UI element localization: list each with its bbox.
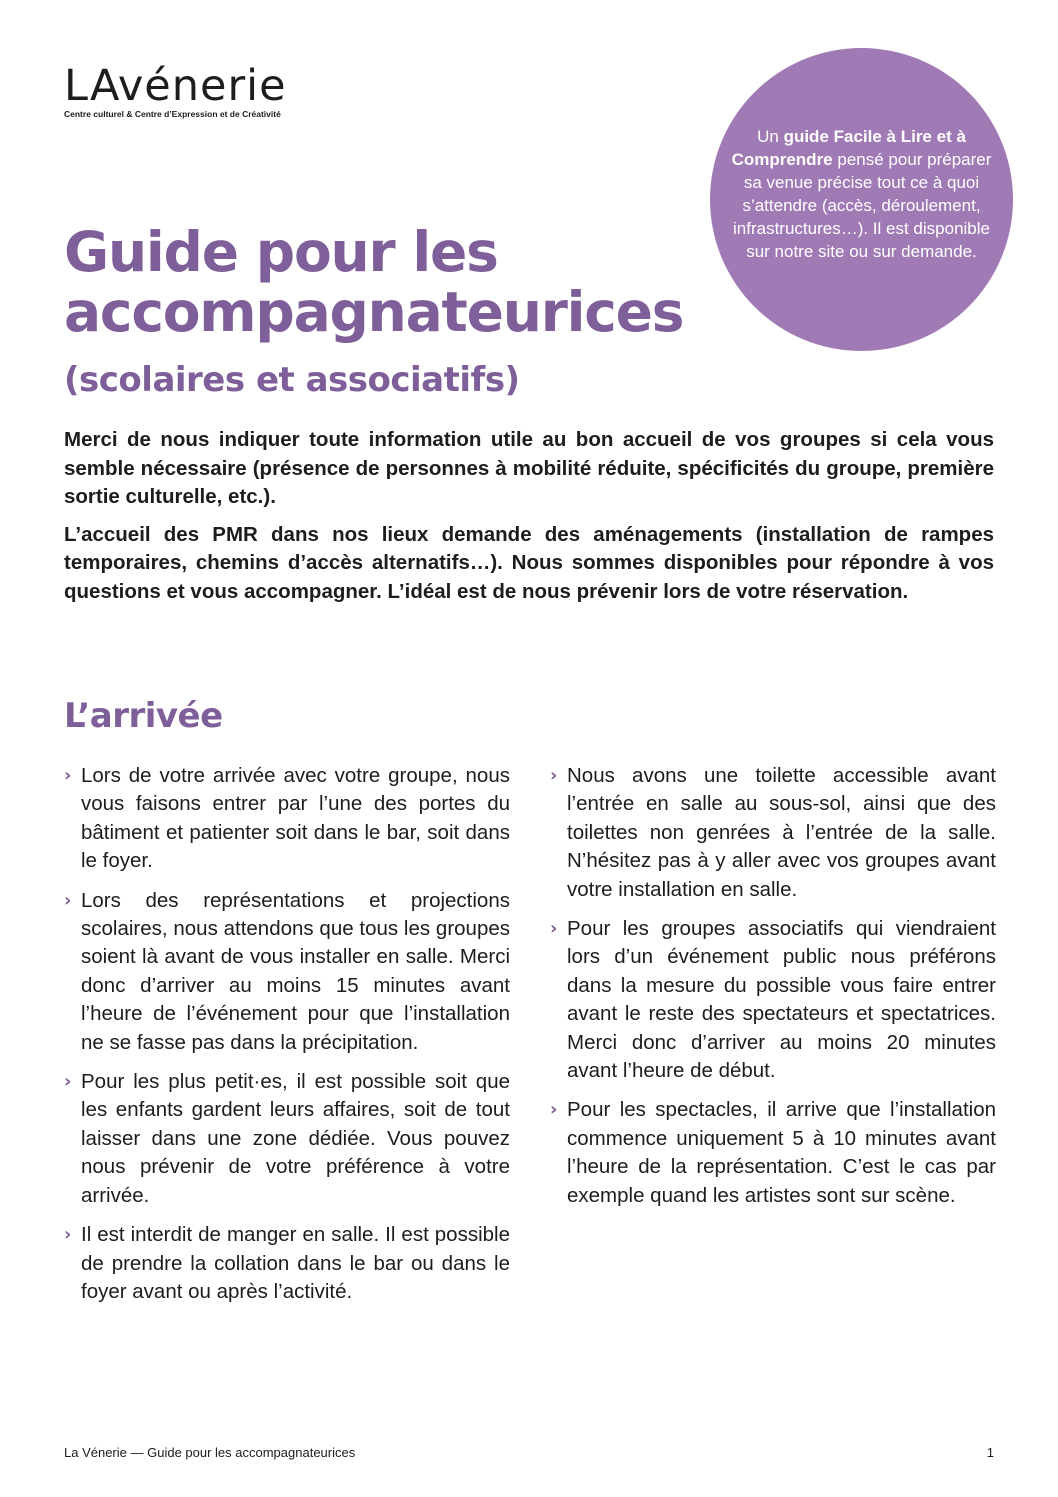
left-column-list	[64, 762, 510, 1317]
list-item-text: Il est interdit de manger en salle. Il est possible de prendre la collation dans le bar ou dans le foyer avant ou après l’activité.	[81, 1223, 510, 1303]
list-item-text: Pour les plus petit·es, il est possible soit que les enfants gardent leurs affaires, soit de tout laisser dans une zone dédiée. Vous pouvez nous prévenir de votre préférence à votre arrivée.	[81, 1070, 510, 1207]
list-item	[550, 762, 996, 904]
logo-tagline: Centre culturel & Centre d’Expression et de Créativité	[64, 109, 281, 119]
chevron-right-icon: ›	[64, 889, 72, 911]
footer	[64, 1445, 994, 1460]
list-item	[64, 1221, 510, 1306]
list-item-text: Lors de votre arrivée avec votre groupe, nous vous faisons entrer par l’une des portes du bâtiment et patienter soit dans le bar, soit dans le foyer.	[81, 764, 510, 873]
bubble-bold: guide Facile à Lire et à Comprendre	[731, 126, 966, 169]
list-item	[550, 915, 996, 1085]
footer-title: La Vénerie — Guide pour les accompagnateurices	[64, 1445, 356, 1460]
list-item	[64, 1068, 510, 1210]
list-item-text: Pour les groupes associatifs qui viendraient lors d’un événement public nous préférons dans la mesure du possible vous faire entrer avant le reste des spectateurs et spectatrices. Merci donc d’arriver au moins 20 minutes avant l’heure de début.	[567, 917, 996, 1083]
chevron-right-icon: ›	[550, 765, 558, 786]
list-item-text: Lors des représentations et projections scolaires, nous attendons que tous les groupes soient là avant de vous installer en salle. Merci donc d’arriver au moins 15 minutes avant l’heure de l’événement pour que l’installation ne se fasse pas dans la précipitation.	[81, 888, 510, 1054]
list-item-text: Nous avons une toilette accessible avant l’entrée en salle au sous-sol, ainsi que des toilettes non genrées à l’entrée de la salle. N’hésitez pas à y aller avec vos groupes avant votre installation en salle.	[567, 764, 996, 901]
list-item	[64, 887, 510, 1057]
page-title	[64, 222, 1058, 342]
list-item	[550, 1096, 996, 1210]
list-item	[64, 762, 510, 876]
chevron-right-icon: ›	[64, 1071, 72, 1093]
logo-wordmark: LAvénerie	[64, 61, 287, 111]
section-title: L’arrivée	[64, 696, 223, 736]
page-title-text: Guide pour les accompagnateurices	[64, 220, 684, 344]
page-subtitle: (scolaires et associatifs)	[64, 360, 520, 400]
bubble-body: pensé pour préparer sa venue précise tout ce à quoi s’attendre (accès, déroulement, infrastructures…). Il est disponible sur notre site ou sur demande.	[733, 149, 992, 261]
intro-paragraph: Merci de nous indiquer toute information utile au bon accueil de vos groupes si cela vous semble nécessaire (présence de personnes à mobilité réduite, spécificités du groupe, première sortie culturelle, etc.).	[64, 428, 994, 508]
right-column-list	[550, 762, 996, 1221]
intro	[64, 426, 994, 615]
chevron-right-icon: ›	[64, 765, 72, 786]
chevron-right-icon: ›	[64, 1224, 72, 1246]
bubble-prefix: Un	[757, 126, 784, 146]
logo	[64, 61, 287, 119]
chevron-right-icon: ›	[550, 1099, 558, 1121]
chevron-right-icon: ›	[550, 918, 558, 940]
intro-paragraph: L’accueil des PMR dans nos lieux demande des aménagements (installation de rampes temporaires, chemins d’accès alternatifs…). Nous sommes disponibles pour répondre à vos questions et vous accompagner. L’idéal est de nous prévenir lors de votre réservation.	[64, 522, 994, 603]
list-item-text: Pour les spectacles, il arrive que l’installation commence uniquement 5 à 10 minutes avant l’heure de la représentation. C’est le cas par exemple quand les artistes sont sur scène.	[567, 1098, 996, 1207]
page-number: 1	[986, 1445, 994, 1460]
